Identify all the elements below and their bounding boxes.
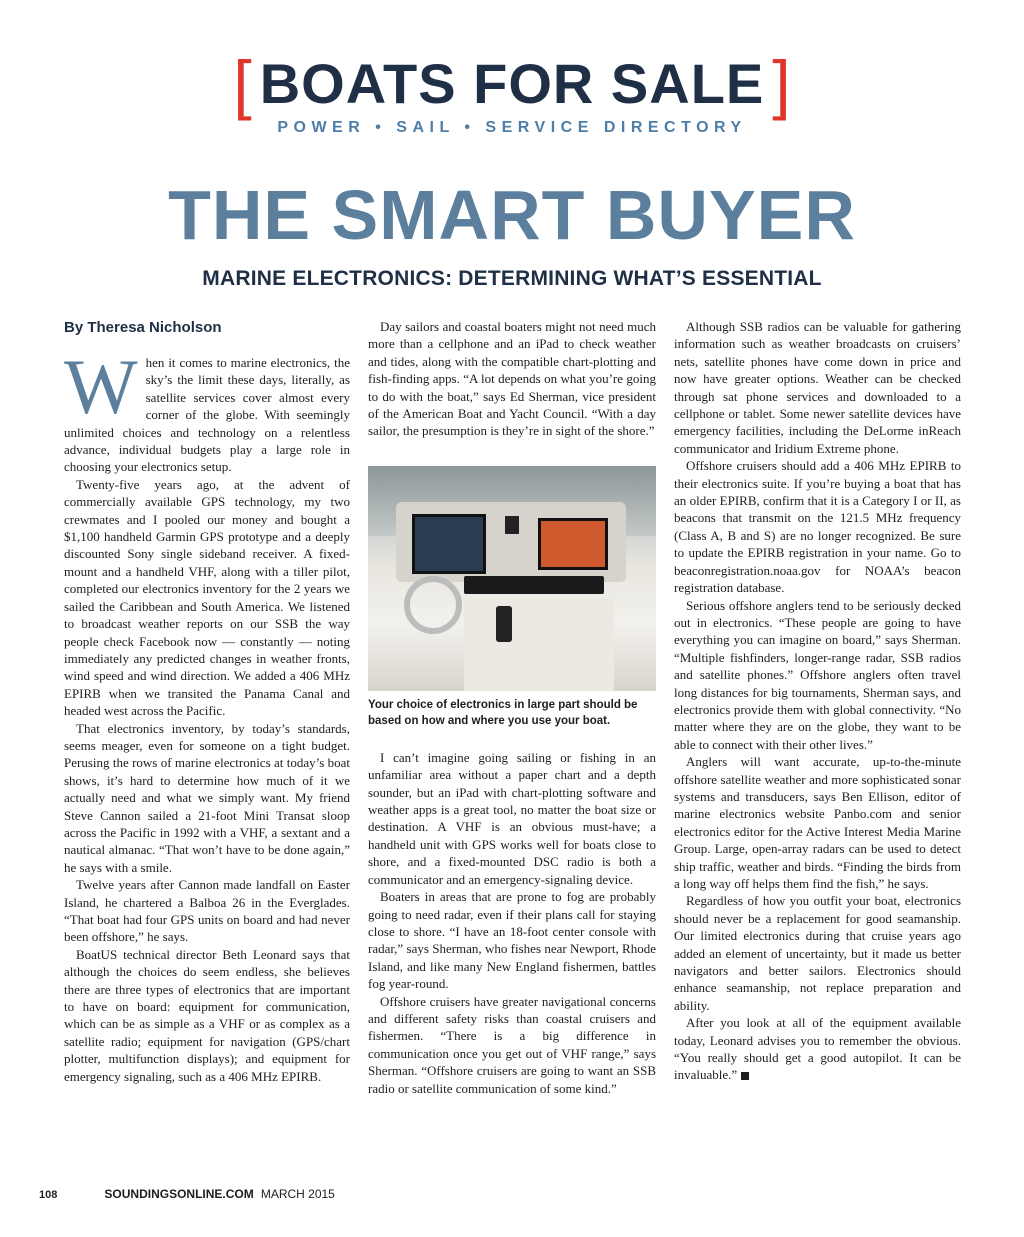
- paragraph: Regardless of how you outfit your boat, electronics should never be a replacement for good seamanship. Our limited electronics during that cruise years ago added an element of uncertainty, but it made us better navigators and better sailors. Electronics should enhance seamanship, not replace preparation and ability.: [674, 893, 961, 1013]
- headline: THE SMART BUYER: [168, 176, 856, 254]
- paragraph: Twenty-five years ago, at the advent of commercially available GPS technology, my two crewmates and I pooled our money and bought a $1,100 handheld Garmin GPS prototype and a deeply discounted Sony single sideband receiver. A fixed-mount and a handheld VHF, along with a tiller pilot, completed our electronics inventory for the 2 years we sailed the Caribbean and South America. We listened to broadcast weather reports on our SSB the way people check Facebook now — constantly — noting immediately any predicted changes in weather fronts, wind speed and wind direction. We added a 406 MHz EPIRB when we transited the Panama Canal and headed west across the Pacific.: [64, 476, 350, 719]
- paragraph: I can’t imagine going sailing or fishing in an unfamiliar area without a paper chart and a depth sounder, but an iPad with chart-plotting software and weather apps is a great tool, no matter the boat size or destination. A VHF is an obvious must-have; a handheld unit with GPS works well for boats close to shore, and a fixed-mounted DSC radio is both a communicator and an emergency-signaling device.: [368, 749, 656, 887]
- paragraph: Day sailors and coastal boaters might not need much more than a cellphone and an iPad to check weather and tides, along with the compatible chart-plotting and fish-finding apps. “A lot depends on what you’re going to do with the boat,” says Ed Sherman, vice president of the American Boat and Yacht Council. “With a day sailor, the presumption is they’re in sight of the shore.”: [368, 319, 656, 439]
- footer-site: SOUNDINGSONLINE.COM: [104, 1187, 254, 1201]
- column-1: [64, 318, 350, 1085]
- boat-helm-photo: [368, 466, 656, 691]
- paragraph: Serious offshore anglers tend to be seriously decked out in electronics. “These people are going to have everything you can imagine on board,” says Sherman. “Multiple fishfinders, longer-range radar, SSB radios and satellite phones.” Offshore anglers often travel long distances for big tournaments, Sherman says, and electronics provide them with global connectivity. “No matter where they are on the globe, they want to be able to connect with their other lives.”: [674, 597, 961, 752]
- paragraph-text: hen it comes to marine electronics, the sky’s the limit these days, literally, as satellite services cover almost every corner of the globe. With seemingly unlimited choices and technology on a relentless advance, individual budgets play a large role in choosing your electronics setup.: [64, 355, 350, 475]
- paragraph: Boaters in areas that are prone to fog are probably going to need radar, even if their plans call for staying close to shore. “I have an 18-foot center console with radar,” says Sherman, who fishes near Newport, Rhode Island, and like many New England fishermen, battles fog year-round.: [368, 889, 656, 992]
- paragraph: BoatUS technical director Beth Leonard says that although the choices do seem endless, she believes there are three types of electronics that are important to have on board: equipment for communication, which can be as simple as a VHF or as complex as a satellite radio; equipment for navigation (GPS/chart plotter, multifunction displays); and equipment for emergency signaling, such as a 406 MHz EPIRB.: [64, 946, 350, 1084]
- paragraph: [64, 343, 350, 476]
- paragraph: [674, 1014, 961, 1084]
- column-2: [368, 318, 656, 1097]
- page-number: 108: [39, 1189, 58, 1201]
- steering-wheel: [404, 576, 462, 634]
- page-footer: [39, 1187, 335, 1201]
- switch-panel: [464, 576, 604, 594]
- paragraph: Offshore cruisers have greater navigational concerns and different safety risks than coastal cruisers and fishermen. “There is a big difference in communication once you get out of VHF range,” says Sherman. “Offshore cruisers are going to want an SSB radio or satellite communication of some kind.”: [368, 993, 656, 1096]
- gauge: [505, 516, 519, 534]
- throttle-lever: [496, 606, 512, 642]
- paragraph: Anglers will want accurate, up-to-the-minute offshore satellite weather and more sophisticated sonar systems and transducers, says Ben Ellison, editor of marine electronics website Panbo.com and senior electronics editor for the Active Interest Media Marine Group. Large, open-array radars can be used to detect ship traffic, weather and birds. “Finding the birds from a long way off helps them find the fish,” he says.: [674, 754, 961, 891]
- chartplotter-display: [412, 514, 486, 574]
- deck: MARINE ELECTRONICS: DETERMINING WHAT’S ESSENTIAL: [202, 267, 822, 290]
- section-title: BOATS FOR SALE: [259, 52, 765, 115]
- fishfinder-display: [538, 518, 608, 570]
- footer-issue: MARCH 2015: [260, 1187, 335, 1201]
- paragraph: Although SSB radios can be valuable for gathering information such as weather broadcasts on cruisers’ nets, satellite phones have come down in price and now have greater options. Weather can be checked through sat phone services and downloaded to a cellphone or tablet. Some newer satellite devices have emergency facilities, including the DeLorme inReach communicator and Iridium Extreme phone.: [674, 319, 961, 456]
- paragraph-text: After you look at all of the equipment available today, Leonard advises you to remember the obvious. “You really should get a good autopilot. It can be invaluable.”: [674, 1015, 961, 1083]
- masthead-bracket-left: [: [233, 47, 252, 121]
- byline: By Theresa Nicholson: [64, 319, 222, 336]
- drop-cap: W: [64, 343, 138, 430]
- masthead: [0, 44, 1024, 124]
- paragraph: Offshore cruisers should add a 406 MHz EPIRB to their electronics suite. If you’re buying a boat that has an older EPIRB, confirm that it is a Category I or II, as beacons that transmit on the 121.5 MHz frequency (Class A, B and S) are no longer recognized. Be sure to update the EPIRB registration in your name. Go to beaconregistration.noaa.gov for NOAA’s beacon registration database.: [674, 458, 961, 596]
- column-3: [674, 318, 961, 1084]
- section-subtitle: POWER • SAIL • SERVICE DIRECTORY: [277, 119, 747, 136]
- paragraph: Twelve years after Cannon made landfall on Easter Island, he chartered a Balboa 26 in the Everglades. “That boat had four GPS units on board and had never been offshore,” he says.: [64, 877, 350, 945]
- end-mark-icon: [741, 1072, 749, 1080]
- masthead-bracket-right: ]: [772, 47, 791, 121]
- paragraph: That electronics inventory, by today’s standards, seems meager, even for someone on a tight budget. Perusing the rows of marine electronics at today’s boat shows, it’s hard to determine how much of it we actually need and what we simply want. My friend Steve Cannon sailed a 21-foot Mini Transat sloop across the Pacific in 1992 with a VHF, a sextant and a nautical almanac. “That won’t have to be done again,” he says with a smile.: [64, 720, 350, 875]
- helm-console: [464, 598, 614, 691]
- photo-caption: Your choice of electronics in large part should be based on how and where you use your boat.: [368, 698, 638, 727]
